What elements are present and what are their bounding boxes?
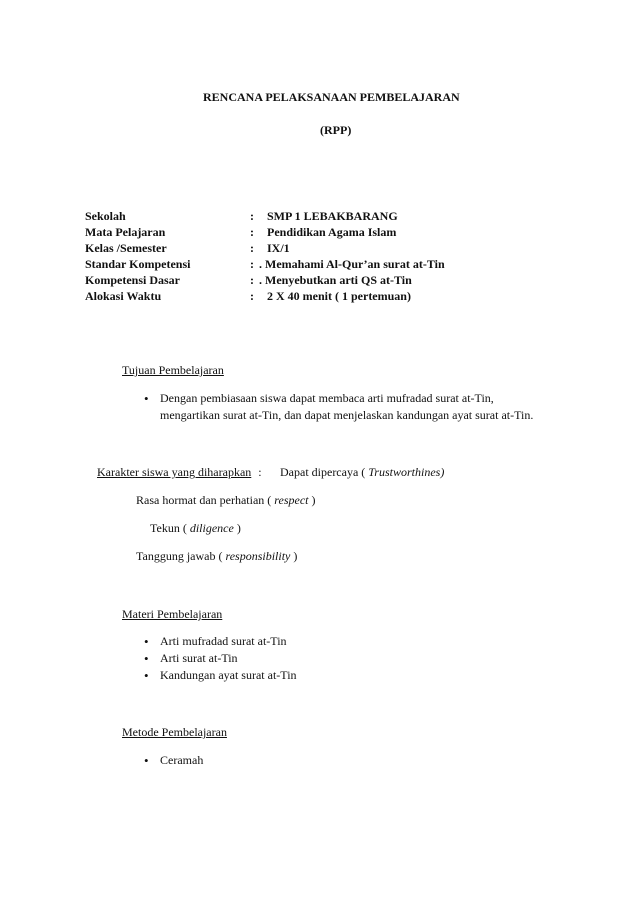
metode-item: Ceramah <box>160 753 204 767</box>
materi-item: Arti surat at-Tin <box>160 651 238 665</box>
info-value-mapel: Pendidikan Agama Islam <box>267 225 397 239</box>
info-value-kelas: IX/1 <box>267 241 290 255</box>
karakter-colon: : <box>258 465 262 479</box>
karakter-item-4-em: responsibility <box>225 549 291 563</box>
karakter-item-2-em: respect <box>274 493 309 507</box>
info-sep: : <box>250 241 254 255</box>
info-sep: : <box>250 289 254 303</box>
karakter-item-3-em: diligence <box>189 521 234 535</box>
karakter-item-1-text: Dapat dipercaya ( <box>280 465 369 479</box>
info-label-alokasi: Alokasi Waktu <box>85 289 162 303</box>
bullet-icon: • <box>144 651 149 666</box>
materi-item: Arti mufradad surat at-Tin <box>160 634 287 648</box>
karakter-item-3-end: ) <box>233 521 241 535</box>
info-label-mapel: Mata Pelajaran <box>85 225 166 239</box>
info-value-kd: . Menyebutkan arti QS at-Tin <box>259 273 412 287</box>
materi-heading: Materi Pembelajaran <box>122 607 223 621</box>
tujuan-line-1: Dengan pembiasaan siswa dapat membaca arti mufradad surat at-Tin, <box>160 391 494 405</box>
bullet-icon: • <box>144 634 149 649</box>
karakter-item-3 <box>150 521 241 536</box>
metode-heading: Metode Pembelajaran <box>122 725 227 739</box>
karakter-item-2 <box>136 493 316 508</box>
tujuan-line-2: mengartikan surat at-Tin, dan dapat menjelaskan kandungan ayat surat at-Tin. <box>160 408 534 422</box>
info-label-sk: Standar Kompetensi <box>85 257 191 271</box>
materi-item: Kandungan ayat surat at-Tin <box>160 668 297 682</box>
info-value-sk: . Memahami Al-Qur’an surat at-Tin <box>259 257 445 271</box>
karakter-item-3-text: Tekun ( <box>150 521 190 535</box>
karakter-item-1-em: Trustworthines) <box>368 465 445 479</box>
karakter-item-2-end: ) <box>308 493 316 507</box>
tujuan-heading: Tujuan Pembelajaran <box>122 363 224 377</box>
info-sep: : <box>250 257 254 271</box>
info-label-sekolah: Sekolah <box>85 209 126 223</box>
karakter-item-4-end: ) <box>290 549 298 563</box>
info-sep: : <box>250 225 254 239</box>
info-label-kd: Kompetensi Dasar <box>85 273 180 287</box>
karakter-item-2-text: Rasa hormat dan perhatian ( <box>136 493 275 507</box>
karakter-item-4 <box>136 549 297 564</box>
karakter-item-4-text: Tanggung jawab ( <box>136 549 226 563</box>
karakter-row <box>97 465 262 480</box>
info-sep: : <box>250 209 254 223</box>
info-label-kelas: Kelas /Semester <box>85 241 167 255</box>
bullet-icon: • <box>144 391 149 406</box>
bullet-icon: • <box>144 753 149 768</box>
bullet-icon: • <box>144 668 149 683</box>
info-value-alokasi: 2 X 40 menit ( 1 pertemuan) <box>267 289 411 303</box>
page-subtitle: (RPP) <box>320 123 352 137</box>
karakter-heading: Karakter siswa yang diharapkan <box>97 465 252 479</box>
karakter-item-1 <box>280 465 444 480</box>
page-title: RENCANA PELAKSANAAN PEMBELAJARAN <box>203 90 460 104</box>
info-value-sekolah: SMP 1 LEBAKBARANG <box>267 209 398 223</box>
info-sep: : <box>250 273 254 287</box>
